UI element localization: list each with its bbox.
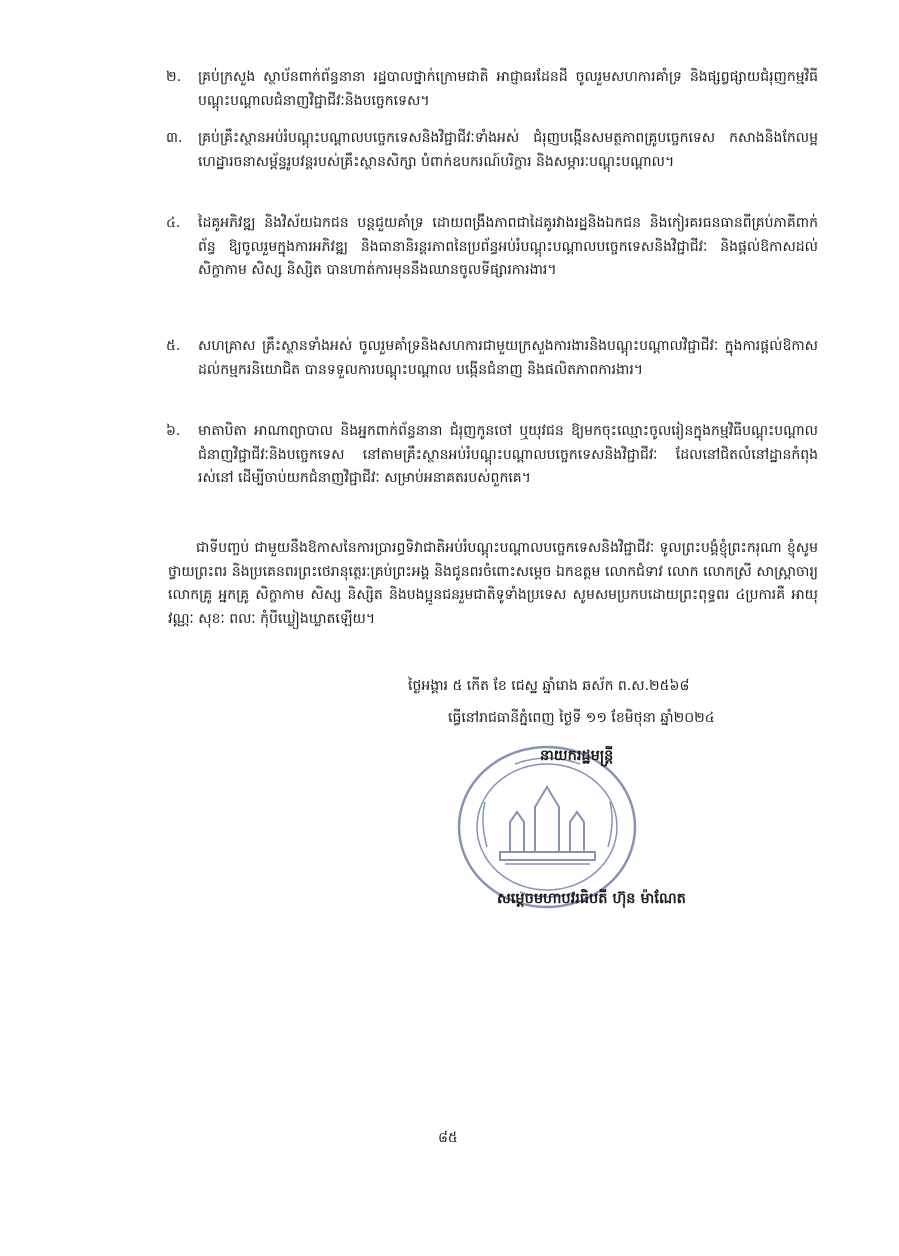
list-item (166, 66, 818, 113)
signatory-name: សម្តេចមហាបវរធិបតី ហ៊ុន ម៉ាណែត (497, 891, 686, 907)
page-number: ៨៥ (438, 1130, 458, 1146)
item-text: គ្រប់ក្រសួង ស្ថាប័នពាក់ព័ន្ធនានា រដ្ឋបាលថ្នាក់ក្រោមជាតិ អាជ្ញាធរដែនដី ចូលរួមសហការគាំទ្រ និងផ្សព្វផ្សាយជំរុញកម្មវិធីបណ្តុះបណ្តាលជំនាញវិជ្ជាជីវៈនិងបច្ចេកទេស។ (198, 69, 818, 109)
item-number: ៦. (166, 423, 181, 439)
item-text: មាតាបិតា អាណាព្យាបាល និងអ្នកពាក់ព័ន្ធនានា ជំរុញកូនចៅ ឬយុវជន ឱ្យមកចុះឈ្មោះចូលរៀនក្នុងកម្មវិធីបណ្តុះបណ្តាលជំនាញវិជ្ជាជីវៈនិងបច្ចេកទេស នៅតាមគ្រឹះស្ថានអប់រំបណ្តុះបណ្តាលបច្ចេកទេសនិងវិជ្ជាជីវៈ ដែលនៅជិតលំនៅដ្ឋានកំពុងរស់នៅ ដើម្បីចាប់យកជំនាញវិជ្ជាជីវៈ សម្រាប់អនាគតរបស់ពួកគេ។ (198, 423, 818, 486)
item-text: ដៃគូអភិវឌ្ឍ និងវិស័យឯកជន បន្តជួយគាំទ្រ ដោយពង្រឹងភាពជាដៃគូរវាងរដ្ឋនិងឯកជន និងកៀរគរធនធានពីគ្រប់ភាគីពាក់ព័ន្ធ ឱ្យចូលរួមក្នុងការអភិវឌ្ឍ និងធានានិរន្តរភាពនៃប្រព័ន្ធអប់រំបណ្តុះបណ្តាលបច្ចេកទេសនិងវិជ្ជាជីវៈ និងផ្តល់ឱកាសដល់សិក្ខាកាម សិស្ស និស្សិត បានហាត់ការមុននឹងឈានចូលទីផ្សារការងារ។ (198, 215, 818, 278)
list-item (166, 127, 818, 174)
lunar-date: ថ្ងៃអង្គារ ៥ កើត ខែ ជេស្ឋ ឆ្នាំរោង ឆស័ក ព.ស.២៥៦៨ (408, 678, 690, 694)
item-text: សហគ្រាស គ្រឹះស្ថានទាំងអស់ ចូលរួមគាំទ្រនិងសហការជាមួយក្រសួងការងារនិងបណ្តុះបណ្តាលវិជ្ជាជីវៈ ក្នុងការផ្តល់ឱកាសដល់កម្មករនិយោជិត បានទទួលការបណ្តុះបណ្តាល បង្កើនជំនាញ និងផលិតភាពការងារ។ (198, 338, 818, 378)
signatory-title: នាយករដ្ឋមន្ត្រី (540, 748, 614, 764)
item-number: ៤. (166, 215, 181, 231)
list-item (166, 212, 818, 283)
list-item (166, 420, 818, 491)
closing-paragraph: ជាទីបញ្ចប់ ជាមួយនឹងឱកាសនៃការប្រារព្ធទិវាជាតិអប់រំបណ្តុះបណ្តាលបច្ចេកទេសនិងវិជ្ជាជីវៈ ទូលព្រះបង្គំខ្ញុំព្រះករុណា ខ្ញុំសូមថ្វាយព្រះពរ និងប្រគេនពរព្រះថេរានុត្ថេរៈគ្រប់ព្រះអង្គ និងជូនពរចំពោះសម្តេច ឯកឧត្តម លោកជំទាវ លោក លោកស្រី សាស្ត្រាចារ្យ លោកគ្រូ អ្នកគ្រូ សិក្ខាកាម សិស្ស និស្សិត និងបងប្អូនជនរួមជាតិទូទាំងប្រទេស សូមសមប្រកបដោយព្រះពុទ្ធពរ ៤ប្រការគឺ អាយុ វណ្ណៈ សុខៈ ពលៈ កុំបីឃ្លៀងឃ្លាតឡើយ។ (168, 540, 818, 627)
item-text: គ្រប់គ្រឹះស្ថានអប់រំបណ្តុះបណ្តាលបច្ចេកទេសនិងវិជ្ជាជីវៈទាំងអស់ ជំរុញបង្កើនសមត្ថភាពគ្រូបច្ចេកទេស កសាងនិងកែលម្អហេដ្ឋារចនាសម្ព័ន្ធរូបវន្តរបស់គ្រឹះស្ថានសិក្សា បំពាក់ឧបករណ៍បរិក្ខារ និងសម្ភារៈបណ្តុះបណ្តាល។ (198, 130, 818, 170)
list-item (166, 335, 818, 382)
item-number: ៣. (166, 130, 183, 146)
solar-date: ធ្វើនៅរាជធានីភ្នំពេញ ថ្ងៃទី ១១ ខែមិថុនា ឆ្នាំ២០២៤ (448, 710, 715, 726)
item-number: ៥. (166, 338, 181, 354)
item-number: ២. (166, 69, 182, 85)
